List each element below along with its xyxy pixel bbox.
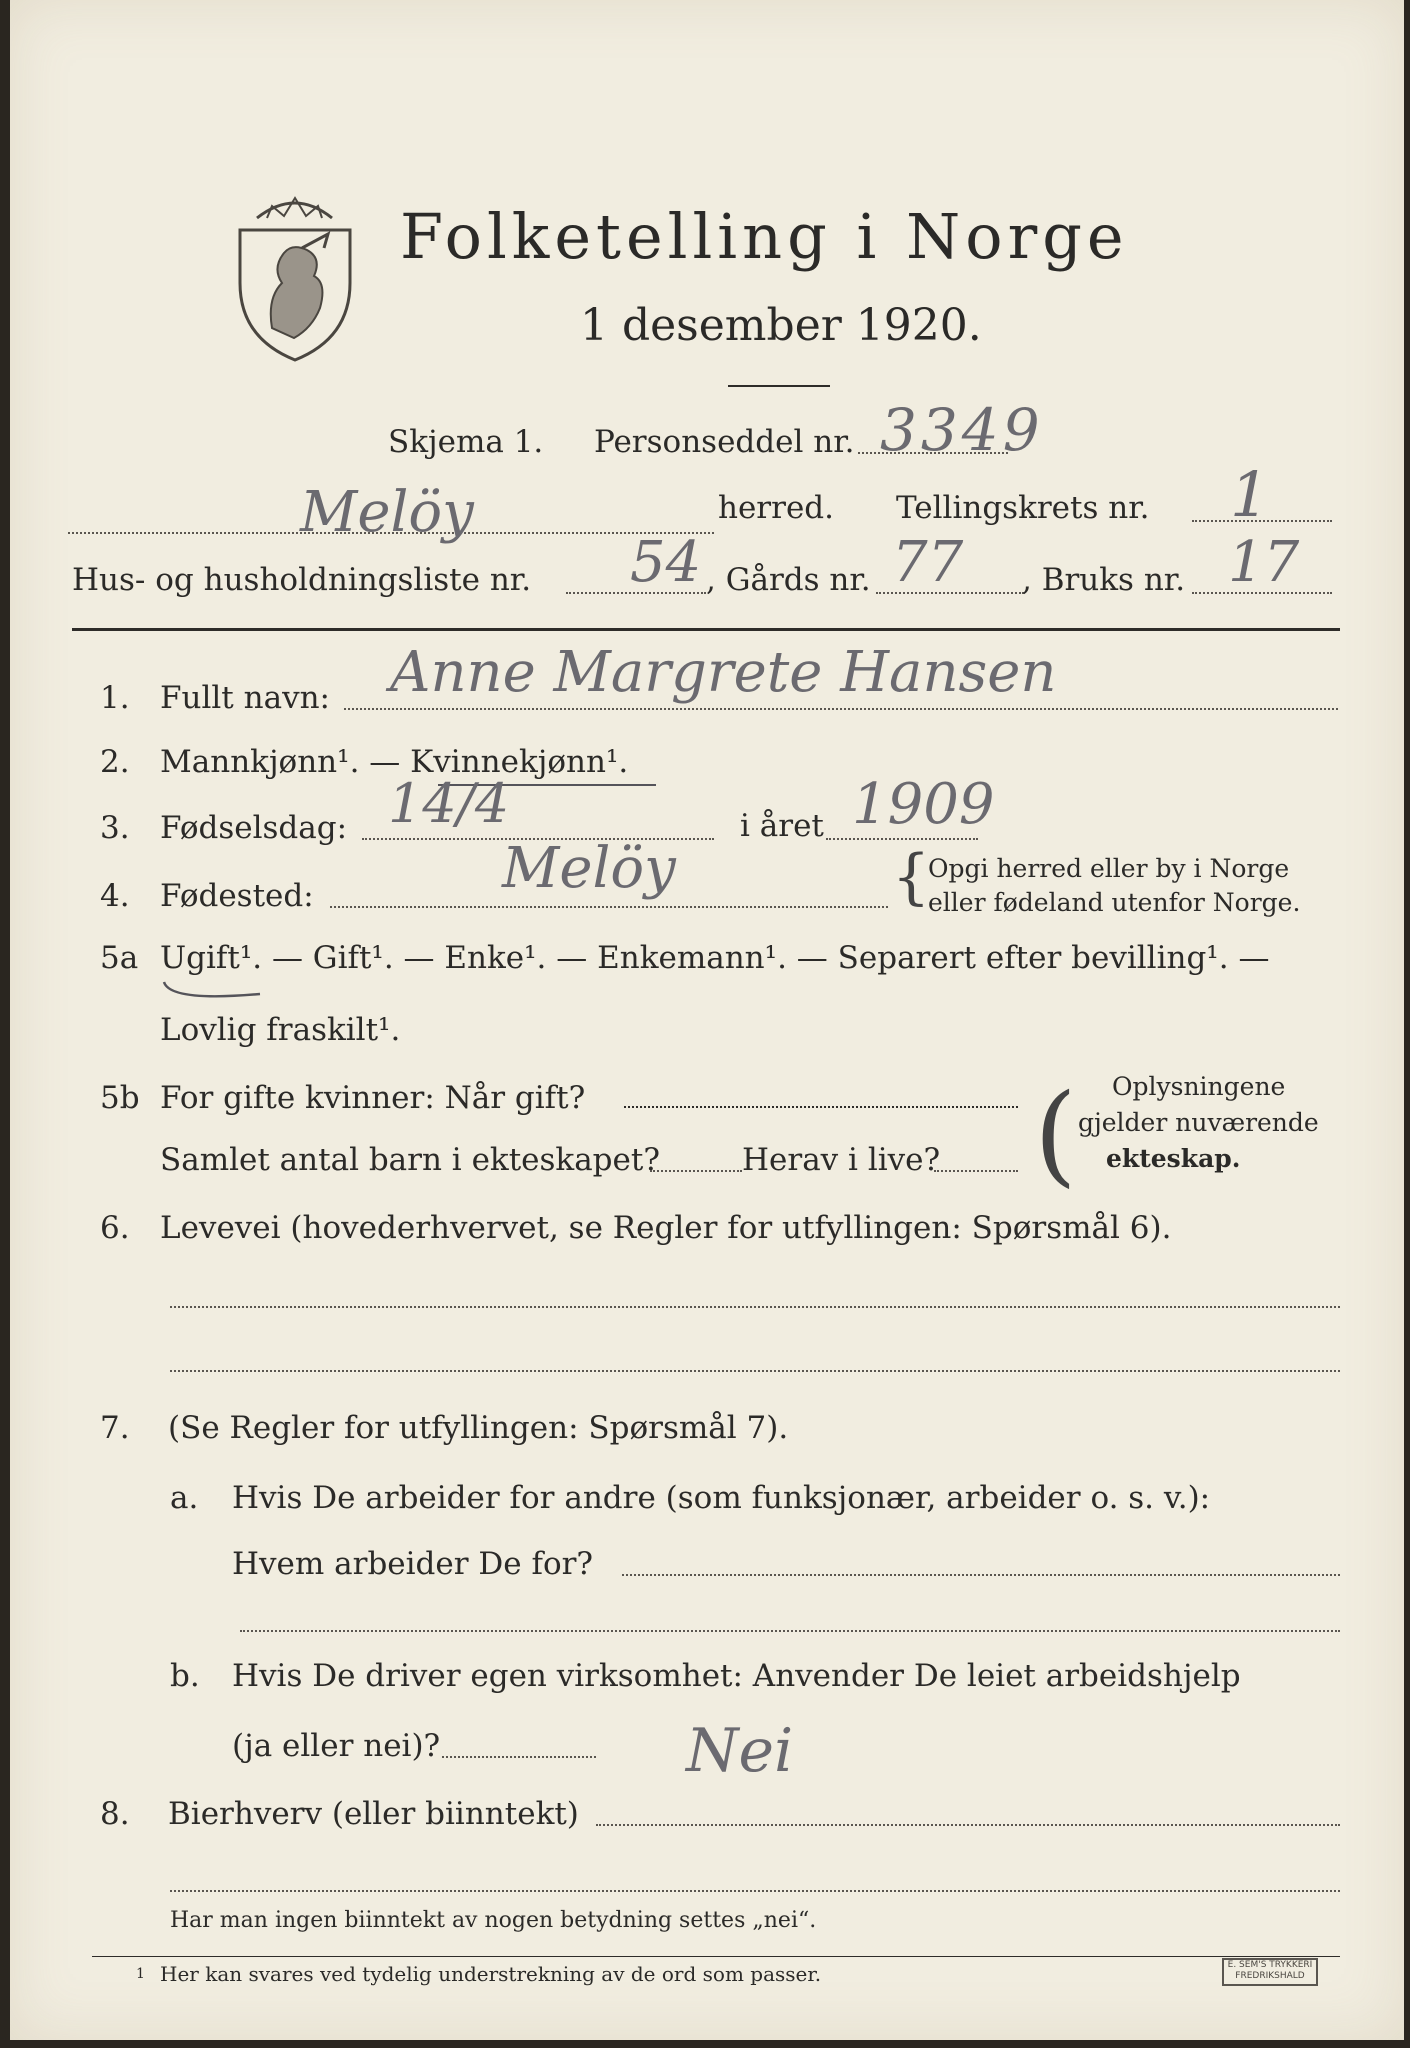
marital-options: Ugift¹. — Gift¹. — Enke¹. — Enkemann¹. — Separert efter bevilling¹. — bbox=[160, 940, 1270, 976]
q3-number: 3. bbox=[100, 810, 130, 846]
q1-label: Fullt navn: bbox=[160, 680, 330, 716]
q7a-letter: a. bbox=[170, 1480, 199, 1516]
herred-label: herred. bbox=[718, 490, 834, 526]
bracket: ( bbox=[1034, 1070, 1077, 1198]
norwegian-lion-crest-icon bbox=[232, 188, 357, 363]
ugift-underline bbox=[160, 976, 270, 1006]
hired-help-value: Nei bbox=[686, 1716, 794, 1786]
q7-label: (Se Regler for utfyllingen: Spørsmål 7). bbox=[168, 1410, 789, 1446]
q7b-line1: Hvis De driver egen virksomhet: Anvender De leiet arbeidshjelp bbox=[232, 1658, 1241, 1694]
gards-value: 77 bbox=[892, 530, 964, 595]
q4-label: Fødested: bbox=[160, 878, 314, 914]
header-divider bbox=[72, 628, 1340, 631]
marriage-note-3: ekteskap. bbox=[1106, 1144, 1241, 1173]
marital-options-2: Lovlig fraskilt¹. bbox=[160, 1012, 401, 1048]
q1-number: 1. bbox=[100, 680, 130, 716]
q6-number: 6. bbox=[100, 1210, 130, 1246]
q5a-number: 5a bbox=[100, 940, 139, 976]
q7a-line1: Hvis De arbeider for andre (som funksjonær, arbeider o. s. v.): bbox=[232, 1480, 1211, 1516]
q6-label: Levevei (hovederhvervet, se Regler for utfyllingen: Spørsmål 6). bbox=[160, 1210, 1172, 1246]
herred-value: Melöy bbox=[300, 480, 474, 545]
footnote-text: Her kan svares ved tydelig understrekning av de ord som passer. bbox=[160, 1962, 822, 1986]
q7-number: 7. bbox=[100, 1410, 130, 1446]
footnote-number: 1 bbox=[136, 1966, 145, 1982]
q5b-children-label: Samlet antal barn i ekteskapet? bbox=[160, 1142, 660, 1178]
year-label: i året bbox=[740, 808, 824, 844]
tellingskrets-label: Tellingskrets nr. bbox=[896, 490, 1150, 526]
birthplace-note-1: Opgi herred eller by i Norge bbox=[928, 854, 1290, 883]
footnote-divider bbox=[92, 1956, 1340, 1957]
gender-options: Mannkjønn¹. — Kvinnekjønn¹. bbox=[160, 744, 629, 780]
title-divider bbox=[728, 385, 830, 387]
marriage-note-2: gjelder nuværende bbox=[1078, 1108, 1319, 1137]
q8-label: Bierhverv (eller biinntekt) bbox=[168, 1796, 579, 1832]
personseddel-value: 3349 bbox=[880, 396, 1044, 464]
bruks-label: , Bruks nr. bbox=[1022, 562, 1186, 598]
husholdningsliste-label: Hus- og husholdningsliste nr. bbox=[72, 562, 532, 598]
full-name-value: Anne Margrete Hansen bbox=[390, 640, 1057, 705]
q2-number: 2. bbox=[100, 744, 130, 780]
birthplace-note-2: eller fødeland utenfor Norge. bbox=[928, 888, 1301, 917]
birth-year-value: 1909 bbox=[852, 772, 995, 837]
brace: { bbox=[892, 842, 931, 912]
q5b-alive-label: Herav i live? bbox=[742, 1142, 941, 1178]
husholdningsliste-value: 54 bbox=[630, 530, 702, 595]
personseddel-label: Personseddel nr. bbox=[594, 424, 855, 460]
q8-number: 8. bbox=[100, 1796, 130, 1832]
q7b-line2: (ja eller nei)? bbox=[232, 1728, 441, 1764]
q3-label: Fødselsdag: bbox=[160, 810, 348, 846]
marriage-note-1: Oplysningene bbox=[1112, 1072, 1286, 1101]
form-title: Folketelling i Norge bbox=[400, 200, 1129, 273]
census-form bbox=[10, 0, 1404, 2040]
q4-number: 4. bbox=[100, 878, 130, 914]
tellingskrets-value: 1 bbox=[1230, 458, 1270, 531]
birthplace-value: Melöy bbox=[502, 836, 676, 901]
q5b-number: 5b bbox=[100, 1080, 140, 1116]
printer-stamp: E. SEM'S TRYKKERI FREDRIKSHALD bbox=[1222, 1958, 1318, 1986]
q5b-line1: For gifte kvinner: Når gift? bbox=[160, 1080, 586, 1116]
bruks-value: 17 bbox=[1228, 530, 1300, 595]
q7a-line2: Hvem arbeider De for? bbox=[232, 1546, 594, 1582]
census-date: 1 desember 1920. bbox=[580, 300, 982, 351]
gards-label: , Gårds nr. bbox=[706, 562, 871, 598]
q7b-letter: b. bbox=[170, 1658, 200, 1694]
birthdate-value: 14/4 bbox=[388, 772, 510, 835]
skjema-label: Skjema 1. bbox=[388, 424, 544, 460]
nei-instruction: Har man ingen biinntekt av nogen betydning settes „nei“. bbox=[170, 1908, 817, 1933]
